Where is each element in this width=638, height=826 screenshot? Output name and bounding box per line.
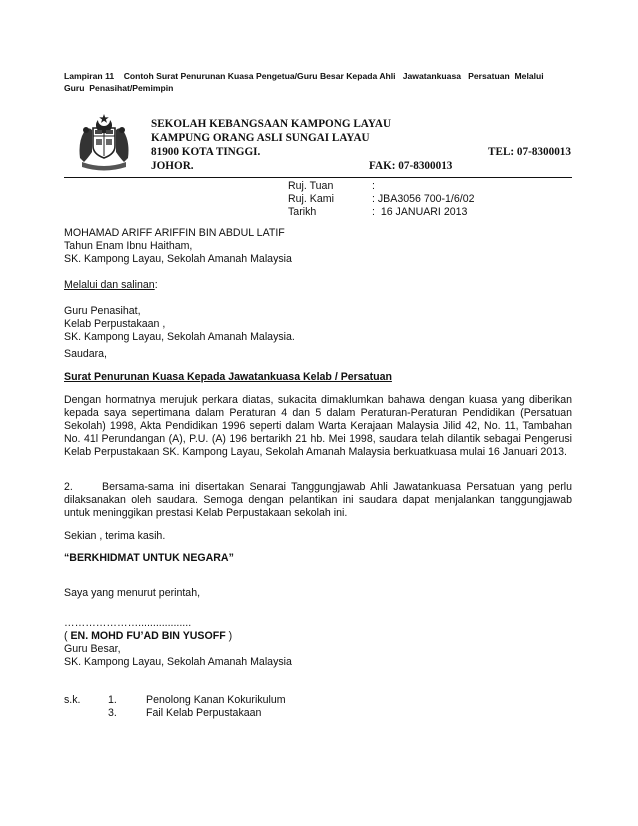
closing: Sekian , terima kasih. xyxy=(64,530,166,542)
cc-item-number: 3. xyxy=(108,707,117,719)
recipient-name: MOHAMAD ARIFF ARIFFIN BIN ABDUL LATIF xyxy=(64,227,285,239)
cc-label: s.k. xyxy=(64,694,81,706)
ref-kami-value: : JBA3056 700-1/6/02 xyxy=(372,193,475,205)
school-name: SEKOLAH KEBANGSAAN KAMPONG LAYAU xyxy=(151,118,392,130)
recipient-class: Tahun Enam Ibnu Haitham, xyxy=(64,240,193,252)
recipient-school: SK. Kampong Layau, Sekolah Amanah Malaysia xyxy=(64,253,292,265)
school-address-1: KAMPUNG ORANG ASLI SUNGAI LAYAU xyxy=(151,132,370,144)
recipient-block xyxy=(64,227,564,266)
signatory-name: EN. MOHD FU’AD BIN YUSOFF xyxy=(70,630,226,642)
subject-line: Surat Penurunan Kuasa Kepada Jawatankuasa Kelab / Persatuan xyxy=(64,371,392,383)
cc-block xyxy=(64,694,464,720)
attachment-line-1: Lampiran 11 Contoh Surat Penurunan Kuasa Pengetua/Guru Besar Kepada Ahli Jawatankuasa Persatuan Melalui xyxy=(64,71,544,81)
ref-date-label: Tarikh xyxy=(288,206,317,218)
salutation: Saudara, xyxy=(64,348,107,360)
paragraph-2-number: 2. xyxy=(64,481,73,493)
ref-tuan-label: Ruj. Tuan xyxy=(288,180,334,192)
paragraph-2 xyxy=(64,481,572,520)
via-label-line xyxy=(64,279,564,292)
attachment-line-2: Guru Penasihat/Pemimpin xyxy=(64,83,174,93)
motto: “BERKHIDMAT UNTUK NEGARA” xyxy=(64,552,234,564)
school-tel: TEL: 07-8300013 xyxy=(488,146,571,158)
signature-line: ………………….................. xyxy=(64,617,192,629)
cc-item-text: Penolong Kanan Kokurikulum xyxy=(146,694,286,706)
paragraph-1: Dengan hormatnya merujuk perkara diatas, sukacita dimaklumkan bahawa dengan kuasa yang diberikan kepada saya sepertimana dalam Peraturan 4 dan 5 dalam Peraturan-Peraturan Pendidikan (Persatuan Sekolah) 1998, Akta Pendidikan 1996 seperti dalam Warta Kerajaan Malaysia Jilid 42, No. 11, Tambahan No. 41l Perundangan (A), P.U. (A) 196 bertarikh 21 hb. Mei 1998, saudara telah dilantik sebagai Pengerusi Kelab Perpustakaan SK. Kampong Layau, Sekolah Amanah Malaysia berkuatkuasa mulai 16 Januari 2013. xyxy=(64,394,572,458)
school-address-2: 81900 KOTA TINGGI. xyxy=(151,146,261,158)
ref-tuan-value: : xyxy=(372,180,375,192)
reference-block xyxy=(288,180,578,219)
via-line-3: SK. Kampong Layau, Sekolah Amanah Malaysia. xyxy=(64,331,295,343)
coat-of-arms-icon xyxy=(76,112,132,172)
letterhead-divider xyxy=(64,177,572,178)
paragraph-2-text: Bersama-sama ini disertakan Senarai Tanggungjawab Ahli Jawatankuasa Persatuan yang perlu dilaksanakan oleh saudara. Semoga dengan pelantikan ini saudara dapat menjalankan tanggungjawab untuk meninggikan prestasi Kelab Perpustakaan sekolah ini. xyxy=(64,481,572,519)
cc-item-text: Fail Kelab Perpustakaan xyxy=(146,707,262,719)
attachment-note xyxy=(64,70,584,94)
letterhead xyxy=(151,117,571,173)
via-colon: : xyxy=(154,279,158,291)
via-block xyxy=(64,305,564,344)
via-line-2: Kelab Perpustakaan , xyxy=(64,318,166,330)
signatory-school: SK. Kampong Layau, Sekolah Amanah Malaysia xyxy=(64,656,292,668)
signoff: Saya yang menurut perintah, xyxy=(64,587,201,599)
via-label: Melalui dan salinan xyxy=(64,279,155,291)
signature-block xyxy=(64,617,464,669)
via-line-1: Guru Penasihat, xyxy=(64,305,141,317)
signatory-prefix: ( xyxy=(64,630,71,642)
signatory-suffix: ) xyxy=(225,630,233,642)
school-fax: FAK: 07-8300013 xyxy=(369,160,453,172)
ref-date-value: : 16 JANUARI 2013 xyxy=(372,206,468,218)
signatory-title: Guru Besar, xyxy=(64,643,121,655)
school-address-3: JOHOR. xyxy=(151,160,194,172)
cc-item-number: 1. xyxy=(108,694,117,706)
ref-kami-label: Ruj. Kami xyxy=(288,193,334,205)
